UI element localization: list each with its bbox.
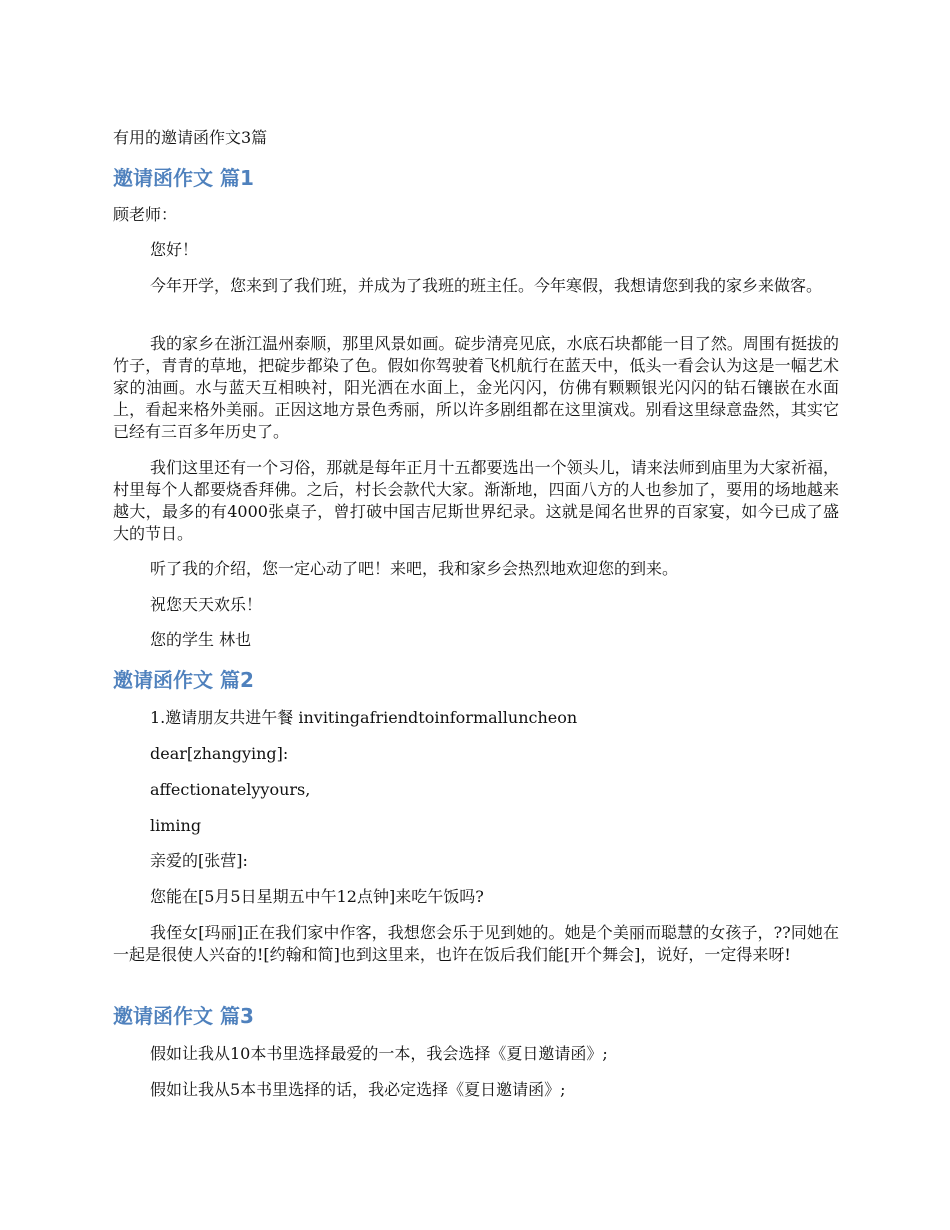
body-paragraph: 我们这里还有一个习俗，那就是每年正月十五都要选出一个领头儿，请来法师到庙里为大家祈福，村里每个人都要烧香拜佛。之后，村长会款代大家。渐渐地，四面八方的人也参加了，要用的场地越来越大，最多的有4000张桌子，曾打破中国吉尼斯世界纪录。这就是闻名世界的百家宴，如今已成了盛大的节日。 xyxy=(113,458,839,543)
body-paragraph: dear[zhangying]: xyxy=(150,744,289,763)
greeting: 您好！ xyxy=(150,240,199,259)
section-heading-1: 邀请函作文 篇1 xyxy=(113,166,254,190)
body-paragraph: 今年开学，您来到了我们班，并成为了我班的班主任。今年寒假，我想请您到我的家乡来做客。 xyxy=(150,276,823,295)
body-paragraph: 听了我的介绍，您一定心动了吧！来吧，我和家乡会热烈地欢迎您的到来。 xyxy=(150,559,679,578)
closing-wish: 祝您天天欢乐！ xyxy=(150,595,263,614)
body-paragraph: 假如让我从5本书里选择的话，我必定选择《夏日邀请函》; xyxy=(150,1080,566,1099)
body-paragraph: liming xyxy=(150,816,202,835)
body-paragraph: 假如让我从10本书里选择最爱的一本，我会选择《夏日邀请函》; xyxy=(150,1044,608,1063)
signature: 您的学生 林也 xyxy=(150,630,252,649)
body-paragraph: affectionatelyyours, xyxy=(150,780,311,799)
section-heading-3: 邀请函作文 篇3 xyxy=(113,1004,254,1028)
document-title: 有用的邀请函作文3篇 xyxy=(113,128,268,147)
section-heading-2: 邀请函作文 篇2 xyxy=(113,668,254,692)
body-paragraph: 我的家乡在浙江温州泰顺，那里风景如画。碇步清亮见底，水底石块都能一目了然。周围有挺拔的竹子，青青的草地，把碇步都染了色。假如你驾驶着飞机航行在蓝天中，低头一看会认为这是一幅艺术家的油画。水与蓝天互相映衬，阳光洒在水面上，金光闪闪，仿佛有颗颗银光闪闪的钻石镶嵌在水面上，看起来格外美丽。正因这地方景色秀丽，所以许多剧组都在这里演戏。别看这里绿意盎然，其实它已经有三百多年历史了。 xyxy=(113,334,839,441)
salutation: 顾老师： xyxy=(113,205,178,224)
body-paragraph: 我侄女[玛丽]正在我们家中作客，我想您会乐于见到她的。她是个美丽而聪慧的女孩子，??同她在一起是很使人兴奋的![约翰和简]也到这里来，也许在饭后我们能[开个舞会]，说好，一定得来呀! xyxy=(113,923,839,964)
body-paragraph: 您能在[5月5日星期五中午12点钟]来吃午饭吗? xyxy=(150,887,484,906)
body-paragraph: 亲爱的[张营]: xyxy=(150,851,248,870)
body-paragraph: 1.邀请朋友共进午餐 invitingafriendtoinformalluncheon xyxy=(150,708,578,727)
